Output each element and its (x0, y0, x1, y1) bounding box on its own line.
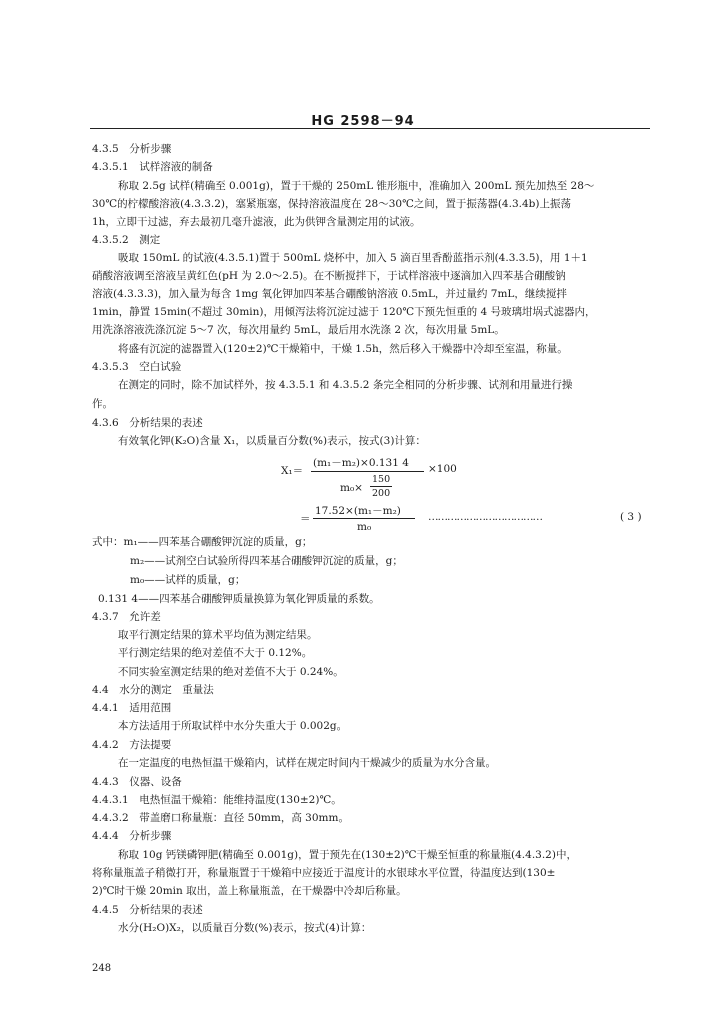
paragraph-line: 在测定的同时，除不加试样外，按 4.3.5.1 和 4.3.5.2 条完全相同的分析步骤、试剂和用量进行操 (118, 379, 573, 391)
paragraph-line: 1min，静置 15min(不超过 30min)，用倾泻法将沉淀过滤于 120℃下预先恒重的 4 号玻璃坩埚式滤器内， (92, 306, 596, 318)
paragraph-line: 作。 (92, 398, 113, 410)
section-heading-4-4-3: 4.4.3 仪器、设备 (92, 776, 182, 788)
inner-fraction-bar (370, 486, 392, 487)
fraction-bar-2 (313, 518, 415, 519)
fraction-bar (311, 471, 424, 472)
section-heading-4-3-5-2: 4.3.5.2 测定 (92, 234, 161, 246)
section-heading-4-3-5-3: 4.3.5.3 空白试验 (92, 361, 182, 373)
section-heading-4-3-7: 4.3.7 允许差 (92, 611, 161, 623)
formula-leader-dots: ……………………………… (428, 511, 542, 523)
inner-fraction-numerator: 150 (372, 474, 391, 485)
standard-number-header: HG 2598－94 (311, 114, 415, 129)
section-heading-4-4-1: 4.4.1 适用范围 (92, 702, 172, 714)
paragraph-line: 将称量瓶盖子稍微打开，称量瓶置于干燥箱中应接近于温度计的水银球水平位置，待温度达到(130± (92, 867, 556, 879)
variable-definition: 式中：m₁——四苯基合硼酸钾沉淀的质量，g； (92, 536, 313, 548)
section-heading-4-4-3-1: 4.4.3.1 电热恒温干燥箱：能维持温度(130±2)℃。 (92, 794, 342, 806)
section-heading-4-3-6: 4.3.6 分析结果的表述 (92, 417, 203, 429)
formula-lhs: X₁＝ (281, 465, 304, 477)
section-heading-4-4-5: 4.4.5 分析结果的表述 (92, 904, 203, 916)
paragraph-line: 称取 2.5g 试样(精确至 0.001g)，置于干燥的 250mL 锥形瓶中，准确加入 200mL 预先加热至 28～ (118, 180, 595, 192)
formula-equals: ＝ (300, 513, 311, 525)
section-heading-4-4-2: 4.4.2 方法提要 (92, 739, 172, 751)
formula-number: ( 3 ) (620, 511, 642, 523)
section-heading-4-3-5: 4.3.5 分析步骤 (92, 143, 172, 155)
paragraph-line: 2)℃时干燥 20min 取出，盖上称量瓶盖，在干燥器中冷却后称量。 (92, 885, 407, 897)
variable-definition: 0.131 4——四苯基合硼酸钾质量换算为氧化钾质量的系数。 (98, 593, 380, 605)
variable-definition: m₀——试样的质量，g； (130, 574, 246, 586)
paragraph-line: 取平行测定结果的算术平均值为测定结果。 (118, 629, 318, 641)
paragraph-line: 将盛有沉淀的滤器置入(120±2)℃干燥箱中，干燥 1.5h，然后移入干燥器中冷却至室温，称量。 (118, 343, 568, 355)
paragraph-line: 本方法适用于所取试样中水分失重大于 0.002g。 (118, 720, 348, 732)
paragraph-line: 在一定温度的电热恒温干燥箱内，试样在规定时间内干燥减少的质量为水分含量。 (118, 757, 496, 769)
paragraph-line: 1h，立即干过滤，弃去最初几毫升滤液，此为供钾含量测定用的试液。 (92, 216, 421, 228)
header-rule (90, 128, 650, 129)
paragraph-line: 平行测定结果的绝对差值不大于 0.12%。 (118, 647, 313, 659)
formula-numerator-2: 17.52×(m₁－m₂) (315, 505, 401, 517)
formula-denominator-2: m₀ (357, 521, 372, 533)
variable-definition: m₂——试剂空白试验所得四苯基合硼酸钾沉淀的质量，g； (130, 555, 403, 567)
formula-denominator-prefix: m₀× (340, 482, 363, 494)
paragraph-line: 硝酸溶液调至溶液呈黄红色(pH 为 2.0～2.5)。在不断搅拌下，于试样溶液中逐滴加入四苯基合硼酸钠 (92, 270, 566, 282)
paragraph-line: 30℃的柠檬酸溶液(4.3.3.2)，塞紧瓶塞，保持溶液温度在 28～30℃之间，置于振荡器(4.3.4b)上振荡 (92, 198, 571, 210)
paragraph-line: 称取 10g 钙镁磷钾肥(精确至 0.001g)，置于预先在(130±2)℃干燥至恒重的称量瓶(4.4.3.2)中， (118, 849, 577, 861)
formula-numerator: (m₁－m₂)×0.131 4 (313, 457, 409, 469)
section-heading-4-4-4: 4.4.4 分析步骤 (92, 830, 172, 842)
paragraph-line: 水分(H₂O)X₂，以质量百分数(%)表示，按式(4)计算： (118, 922, 372, 934)
inner-fraction-denominator: 200 (372, 488, 391, 499)
section-heading-4-3-5-1: 4.3.5.1 试样溶液的制备 (92, 161, 213, 173)
section-heading-4-4-3-2: 4.4.3.2 带盖磨口称量瓶：直径 50mm，高 30mm。 (92, 812, 349, 824)
paragraph-line: 溶液(4.3.3.3)，加入量为每含 1mg 氧化钾加四苯基合硼酸钠溶液 0.5mL，并过量约 7mL，继续搅拌 (92, 288, 567, 300)
page-number: 248 (92, 963, 112, 974)
paragraph-line: 吸取 150mL 的试液(4.3.5.1)置于 500mL 烧杯中，加入 5 滴百里香酚蓝指示剂(4.3.3.5)，用 1＋1 (118, 252, 588, 264)
section-heading-4-4: 4.4 水分的测定 重量法 (92, 684, 214, 696)
paragraph-line: 不同实验室测定结果的绝对差值不大于 0.24%。 (118, 666, 344, 678)
paragraph-line: 用洗涤溶液洗涤沉淀 5～7 次，每次用量约 5mL，最后用水洗涤 2 次，每次用量 5mL。 (92, 324, 505, 336)
formula-multiplier: ×100 (428, 463, 457, 475)
paragraph-line: 有效氧化钾(K₂O)含量 X₁，以质量百分数(%)表示，按式(3)计算： (118, 435, 426, 447)
